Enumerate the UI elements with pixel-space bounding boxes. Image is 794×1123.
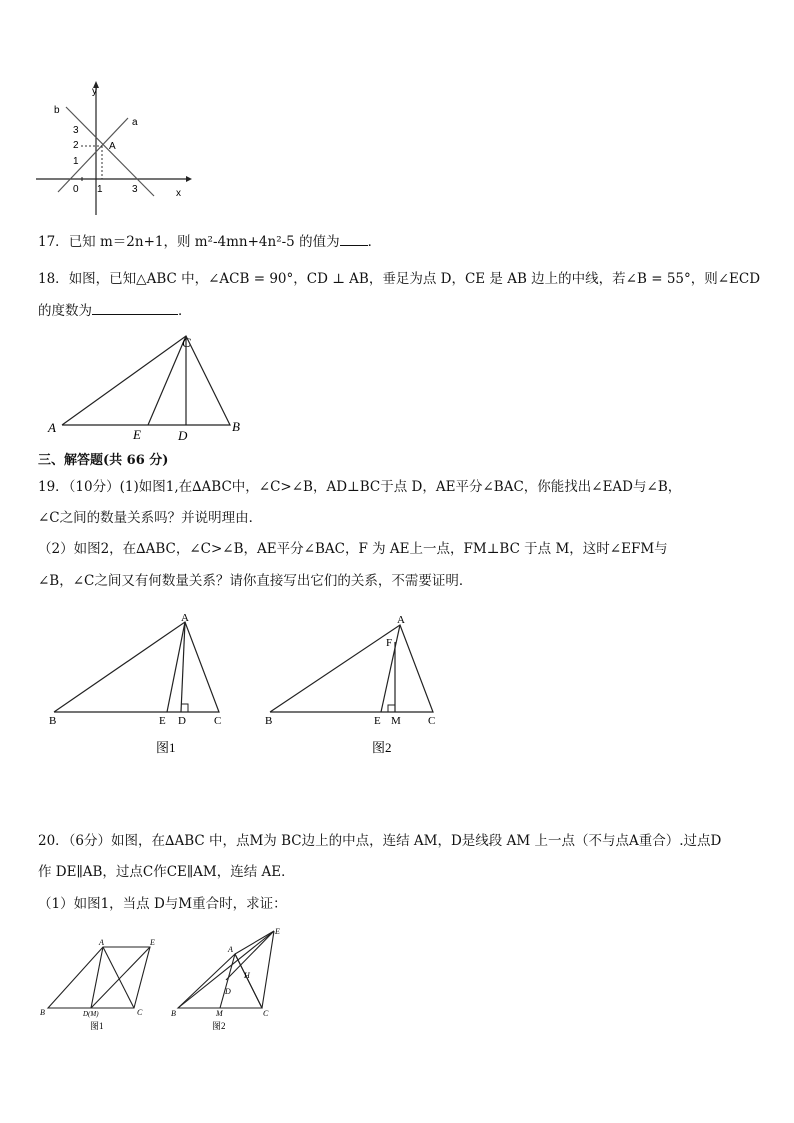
q18-answer-blank[interactable] [92, 302, 178, 315]
label-x: x [176, 188, 181, 199]
q19-f1-label-A: A [181, 612, 189, 624]
question-17 [38, 233, 381, 251]
q20-f2-label-B: B [171, 1009, 176, 1018]
q18-text: 如图，已知△ABC 中，∠ACB = 90°，CD ⊥ AB，垂足为点 D，CE 是 AB 边上的中线，若∠B = 55°，则∠ECD [68, 271, 761, 287]
q18-text2: 的度数为 [38, 303, 92, 319]
q19-f1-label-C: C [214, 715, 222, 727]
q18-label-A: A [48, 420, 56, 435]
q19-f1-caption: 图1 [156, 740, 176, 755]
section-3-heading: 三、解答题(共 66 分) [38, 453, 169, 468]
q20-f1-label-A: A [99, 938, 104, 947]
q19-f2-caption: 图2 [372, 740, 392, 755]
tick-y2: 2 [73, 140, 79, 151]
q19-f2-label-A: A [397, 614, 405, 626]
q18-label-E: E [133, 427, 141, 442]
q20-f2-caption: 图2 [212, 1021, 226, 1031]
q18-label-D: D [178, 428, 188, 443]
question-20-line3: （1）如图1，当点 D与M重合时，求证： [38, 896, 287, 912]
q19-f2-label-E: E [374, 715, 381, 727]
question-19-line4: ∠B，∠C之间又有何数量关系？请你直接写出它们的关系，不需要证明． [38, 573, 473, 589]
q19-f2-label-F: F [386, 637, 393, 649]
question-19-line3: （2）如图2，在∆ABC，∠C>∠B，AE平分∠BAC，F 为 AE上一点，FM⊥BC 于点 M，这时∠EFM与 [38, 541, 668, 557]
tick-x3: 3 [132, 184, 138, 195]
q19-figure-2 [262, 610, 462, 760]
q20-f1-caption: 图1 [90, 1021, 104, 1031]
q20-f1-label-E: E [150, 938, 155, 947]
q17-text: 已知 m＝2n+1，则 m²-4mn+4n²-5 的值为 [68, 234, 340, 250]
question-18-line1 [38, 270, 760, 288]
q20-figure-2 [168, 925, 298, 1035]
label-b: b [54, 105, 60, 116]
q20-f2-label-A: A [228, 945, 233, 954]
q18-number: 18． [38, 271, 69, 287]
label-y: y [92, 86, 97, 97]
tick-x1: 1 [97, 184, 103, 195]
tick-y1: 1 [73, 156, 79, 167]
question-20-line2: 作 DE∥AB，过点C作CE∥AM，连结 AE． [38, 864, 295, 880]
label-A: A [109, 141, 116, 152]
q19-f1-label-D: D [178, 715, 186, 727]
tick-origin: 0 [73, 184, 79, 195]
q18-label-C: C [182, 335, 191, 350]
q18-end: ． [178, 303, 192, 319]
question-20-line1: 20．（6分）如图，在∆ABC 中，点M为 BC边上的中点，连结 AM，D是线段 AM 上一点（不与点A重合）.过点D [38, 833, 722, 849]
question-18-line2 [38, 302, 192, 320]
q19-f1-label-B: B [49, 715, 57, 727]
q17-end: ． [367, 234, 382, 250]
q20-f2-label-D: D [225, 987, 231, 996]
tick-y3: 3 [73, 125, 79, 136]
q19-f2-label-C: C [428, 715, 436, 727]
q17-number: 17． [38, 234, 69, 250]
q19-f2-label-M: M [391, 715, 401, 727]
question-19-line1: 19．（10分）(1)如图1,在∆ABC中，∠C>∠B，AD⊥BC于点 D，AE平分∠BAC，你能找出∠EAD与∠B， [38, 479, 682, 495]
q20-f2-label-H: H [244, 971, 250, 980]
label-a: a [132, 117, 138, 128]
q18-triangle-figure [44, 334, 254, 444]
q18-label-B: B [232, 419, 240, 434]
q20-f2-label-E: E [275, 927, 280, 936]
q17-answer-blank[interactable] [340, 233, 368, 246]
q20-f1-label-DM: D(M) [83, 1010, 99, 1018]
q20-figure-1 [38, 935, 173, 1035]
q20-f2-label-M: M [216, 1009, 223, 1018]
q19-f2-label-B: B [265, 715, 273, 727]
q20-f1-label-B: B [40, 1008, 45, 1017]
q19-f1-label-E: E [159, 715, 166, 727]
question-19-line2: ∠C之间的数量关系吗？并说明理由． [38, 510, 263, 526]
q20-f2-label-C: C [263, 1009, 269, 1018]
q19-figure-1 [46, 610, 246, 760]
q20-f1-label-C: C [137, 1008, 143, 1017]
coordinate-figure [36, 80, 206, 220]
